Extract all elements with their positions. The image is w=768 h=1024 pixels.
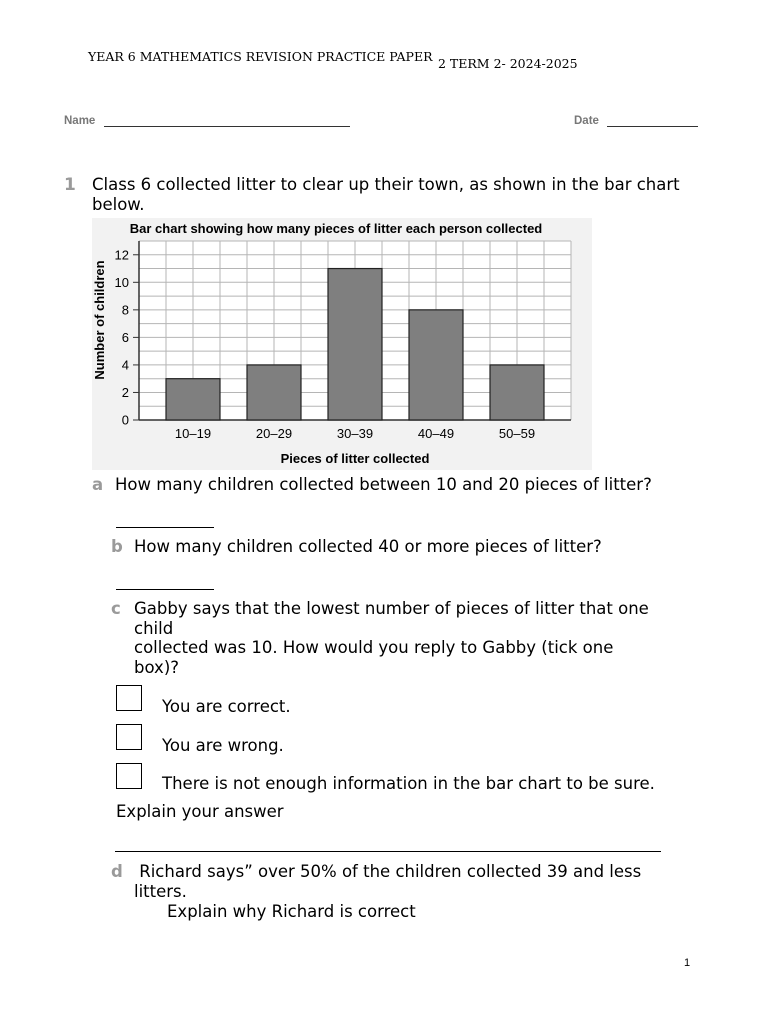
y-tick-label: 10 [114, 274, 129, 290]
name-label: Name [64, 115, 96, 127]
part-a-text: How many children collected between 10 and 20 pieces of litter? [115, 475, 652, 494]
option-wrong: You are wrong. [162, 736, 284, 755]
bar [166, 379, 220, 420]
y-tick-label: 2 [121, 384, 129, 400]
part-c-line1: Gabby says that the lowest number of pieces of litter that one [134, 599, 649, 618]
question-text: Class 6 collected litter to clear up their town, as shown in the bar chart below. [92, 175, 680, 214]
x-tick-label: 40–49 [417, 426, 455, 441]
part-d-line2: litters. [134, 882, 187, 901]
part-b-letter: b [111, 537, 123, 556]
tick-box-correct[interactable] [116, 685, 142, 711]
name-field[interactable] [104, 126, 350, 127]
paper-title: YEAR 6 MATHEMATICS REVISION PRACTICE PAPER [88, 49, 433, 64]
explain-label: Explain your answer [116, 802, 284, 821]
part-a-letter: a [92, 475, 104, 494]
date-field[interactable] [607, 126, 698, 127]
chart-title: Bar chart showing how many pieces of litter each person collected [129, 221, 543, 236]
part-c-line3: collected was 10. How would you reply to Gabby (tick one [134, 638, 614, 657]
part-c-line2: child [134, 619, 174, 638]
tick-box-not-enough[interactable] [116, 763, 142, 789]
part-b-text: How many children collected 40 or more pieces of litter? [134, 537, 602, 556]
x-tick-label: 10–19 [174, 426, 212, 441]
x-axis-label: Pieces of litter collected [280, 451, 430, 466]
y-tick-label: 4 [121, 357, 129, 373]
tick-box-wrong[interactable] [116, 724, 142, 750]
question-number: 1 [64, 175, 76, 195]
explain-answer-field[interactable] [115, 851, 661, 852]
y-axis-label: Number of children [92, 260, 107, 380]
option-not-enough: There is not enough information in the bar chart to be sure. [162, 774, 655, 793]
bar-chart [92, 218, 592, 470]
paper-term: 2 TERM 2- 2024-2025 [438, 56, 578, 71]
part-d-letter: d [111, 862, 123, 881]
bar [409, 310, 463, 420]
bar [328, 269, 382, 420]
part-d-line1: Richard says” over 50% of the children collected 39 and less [134, 862, 642, 881]
y-tick-label: 6 [121, 329, 129, 345]
x-tick-label: 30–39 [336, 426, 374, 441]
option-correct: You are correct. [162, 697, 291, 716]
bar [247, 365, 301, 420]
x-tick-label: 50–59 [498, 426, 536, 441]
date-label: Date [574, 115, 599, 127]
bar [490, 365, 544, 420]
part-c-line4: box)? [134, 658, 180, 677]
y-tick-label: 8 [121, 302, 129, 318]
answer-b-field[interactable] [116, 589, 214, 590]
page-number: 1 [684, 957, 691, 969]
part-d-line3: Explain why Richard is correct [167, 902, 416, 921]
answer-a-field[interactable] [116, 527, 214, 528]
y-tick-label: 12 [114, 247, 129, 263]
x-tick-label: 20–29 [255, 426, 293, 441]
part-c-letter: c [111, 599, 121, 618]
y-tick-label: 0 [121, 412, 129, 428]
